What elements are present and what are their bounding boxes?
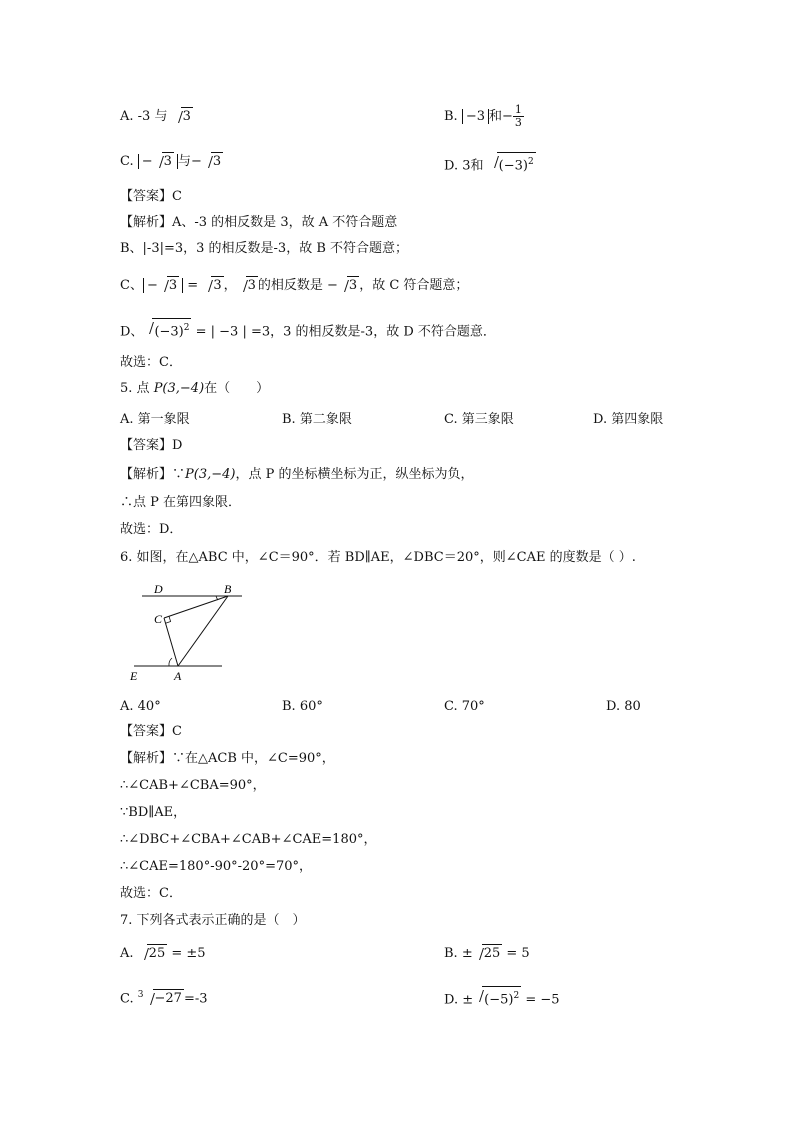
q4-exp4-exp: 2 xyxy=(183,323,190,333)
sqrt-symbol xyxy=(202,152,223,171)
label-a: A xyxy=(174,669,182,683)
q4-exp4-inner: (−3) xyxy=(154,324,184,340)
q4-option-c-abs: − 3 xyxy=(138,154,178,169)
q7-option-c-tail: =-3 xyxy=(183,991,208,1007)
q4-exp3-abs: − 3 xyxy=(143,278,183,293)
q5-conclusion: 故选：D． xyxy=(120,522,183,537)
q4-explanation-1: 【解析】A、-3 的相反数是 3，故 A 不符合题意 xyxy=(120,215,398,230)
q5-explanation-1 xyxy=(120,466,474,484)
q5-answer: 【答案】D xyxy=(120,438,183,453)
q4-option-b-he: 和− xyxy=(489,109,513,124)
q6-explanation-4: ∴∠DBC+∠CBA+∠CAB+∠CAE=180°， xyxy=(120,832,377,847)
q5-exp1-tail: ，点 P 的坐标横坐标为正，纵坐标为负， xyxy=(235,467,474,482)
q4-answer: 【答案】C xyxy=(120,189,182,204)
sqrt-symbol xyxy=(144,989,184,1008)
sqrt-symbol xyxy=(473,944,503,963)
q4-option-b-abs: −3 xyxy=(462,109,489,124)
q4-explanation-3 xyxy=(120,276,468,295)
q7-stem: 7. 下列各式表示正确的是（ ） xyxy=(120,913,306,928)
q4-option-b-label: B. xyxy=(444,109,458,124)
q6-explanation-1: 【解析】∵在△ACB 中，∠C=90°， xyxy=(120,751,335,766)
q7-option-c-label: C. xyxy=(120,991,134,1007)
q7-option-d-inner: (−5) xyxy=(484,992,514,1008)
segment-bc xyxy=(164,596,228,618)
q7-option-d xyxy=(444,986,560,1009)
q4-option-c xyxy=(120,152,223,171)
q7-option-b-radicand: 25 xyxy=(483,946,501,961)
q6-explanation-5: ∴∠CAE=180°-90°-20°=70°， xyxy=(120,859,312,874)
q4-option-d-label: D. 3和 xyxy=(444,158,484,174)
sqrt-symbol xyxy=(172,107,193,126)
q4-option-a-radicand: 3 xyxy=(182,109,191,124)
fraction-denominator: 3 xyxy=(514,116,522,129)
q4-option-d-radicand xyxy=(497,152,536,175)
q4-exp3-radicand-3: 3 xyxy=(247,278,256,293)
sqrt-symbol xyxy=(153,152,174,171)
q7-option-a-radicand: 25 xyxy=(148,946,166,961)
fraction-numerator: 1 xyxy=(514,103,522,116)
q6-conclusion: 故选：C． xyxy=(120,886,182,901)
q6-geometry-figure xyxy=(120,578,260,688)
q4-exp3-opposite: 的相反数是 − xyxy=(257,278,338,293)
q4-exp3-comma: ， xyxy=(223,278,237,293)
sqrt-symbol xyxy=(138,944,168,963)
q5-option-c: C. 第三象限 xyxy=(444,412,514,427)
sqrt-symbol xyxy=(237,276,258,295)
q6-option-c: C. 70° xyxy=(444,699,485,714)
label-d: D xyxy=(154,582,163,596)
q4-exp4-tail: = | −3 | =3，3 的相反数是-3，故 D 不符合题意． xyxy=(195,324,496,340)
q4-option-c-tail: 与− xyxy=(177,154,202,169)
sqrt-symbol xyxy=(143,318,191,341)
q6-option-a: A. 40° xyxy=(120,699,161,714)
q6-explanation-3: ∵BD∥AE， xyxy=(120,805,187,820)
q4-option-d-exp: 2 xyxy=(527,157,534,167)
q6-stem: 6. 如图，在△ABC 中，∠C＝90°．若 BD∥AE，∠DBC＝20°，则∠CAE 的度数是（ ）. xyxy=(120,550,636,565)
q4-option-a-label: A. -3 与 xyxy=(120,109,168,124)
q4-option-b xyxy=(444,104,524,129)
label-e: E xyxy=(130,669,138,683)
q7-option-b-tail: = 5 xyxy=(506,946,530,961)
q4-option-a xyxy=(120,107,193,126)
q4-exp4-radicand xyxy=(152,318,191,341)
q4-exp3-radicand-4: 3 xyxy=(348,278,358,293)
q7-option-d-radicand xyxy=(482,986,521,1009)
sqrt-symbol xyxy=(488,152,536,175)
q7-option-c xyxy=(120,986,208,1008)
q5-explanation-2: ∴点 P 在第四象限． xyxy=(120,495,242,510)
q4-option-c-label: C. xyxy=(120,154,134,169)
q7-option-b xyxy=(444,944,530,963)
q4-exp3-radicand-2: 3 xyxy=(213,278,222,293)
q4-option-c-radicand: 3 xyxy=(163,154,172,169)
q5-exp1-point: P(3,−4) xyxy=(185,467,236,482)
q4-exp3-prefix: C、 xyxy=(120,278,143,293)
q5-point: P(3,−4) xyxy=(153,381,205,396)
label-b: B xyxy=(224,582,232,596)
angle-cae-arc xyxy=(169,658,172,666)
q4-explanation-4 xyxy=(120,318,496,341)
q4-exp4-prefix: D、 xyxy=(120,324,144,340)
sqrt-symbol xyxy=(338,276,359,295)
q5-option-a: A. 第一象限 xyxy=(120,412,190,427)
q6-answer: 【答案】C xyxy=(120,724,182,739)
q5-exp1-prefix: 【解析】∵ xyxy=(120,467,186,482)
q5-option-b: B. 第二象限 xyxy=(282,412,352,427)
q7-option-a-tail: = ±5 xyxy=(171,946,206,961)
q4-exp3-tail: ，故 C 符合题意； xyxy=(359,278,469,293)
q5-stem-prefix: 5. 点 xyxy=(120,381,150,396)
q5-stem-tail: 在（ ） xyxy=(204,381,270,396)
q7-option-c-root-index: 3 xyxy=(137,990,144,1000)
q6-option-b: B. 60° xyxy=(282,699,323,714)
q6-explanation-2: ∴∠CAB+∠CBA=90°， xyxy=(120,778,266,793)
q7-option-a xyxy=(120,944,206,963)
sqrt-symbol xyxy=(158,276,179,295)
q7-option-d-tail: = −5 xyxy=(525,992,560,1008)
q4-explanation-2: B、|-3|=3，3 的相反数是-3，故 B 不符合题意； xyxy=(120,241,409,256)
q4-option-d-inner: (−3) xyxy=(498,158,528,174)
q7-option-a-label: A. xyxy=(120,946,134,961)
q7-option-b-label: B. ± xyxy=(444,946,473,961)
q4-option-d xyxy=(444,152,536,175)
q7-option-d-label: D. ± xyxy=(444,992,474,1008)
sqrt-symbol xyxy=(473,986,521,1009)
q5-stem xyxy=(120,380,269,398)
label-c: C xyxy=(154,612,163,626)
q4-option-c-radicand-2: 3 xyxy=(212,154,222,169)
segment-ba xyxy=(178,596,228,666)
q4-conclusion: 故选：C． xyxy=(120,355,182,370)
q4-exp3-equals: = xyxy=(187,278,203,293)
sqrt-symbol xyxy=(202,276,223,295)
q5-option-d: D. 第四象限 xyxy=(593,412,664,427)
q4-option-b-fraction xyxy=(513,104,524,129)
q7-option-c-radicand: −27 xyxy=(154,991,182,1007)
q6-option-d: D. 80 xyxy=(606,699,641,714)
q4-exp3-radicand: 3 xyxy=(168,278,178,293)
q7-option-d-exp: 2 xyxy=(513,991,520,1001)
